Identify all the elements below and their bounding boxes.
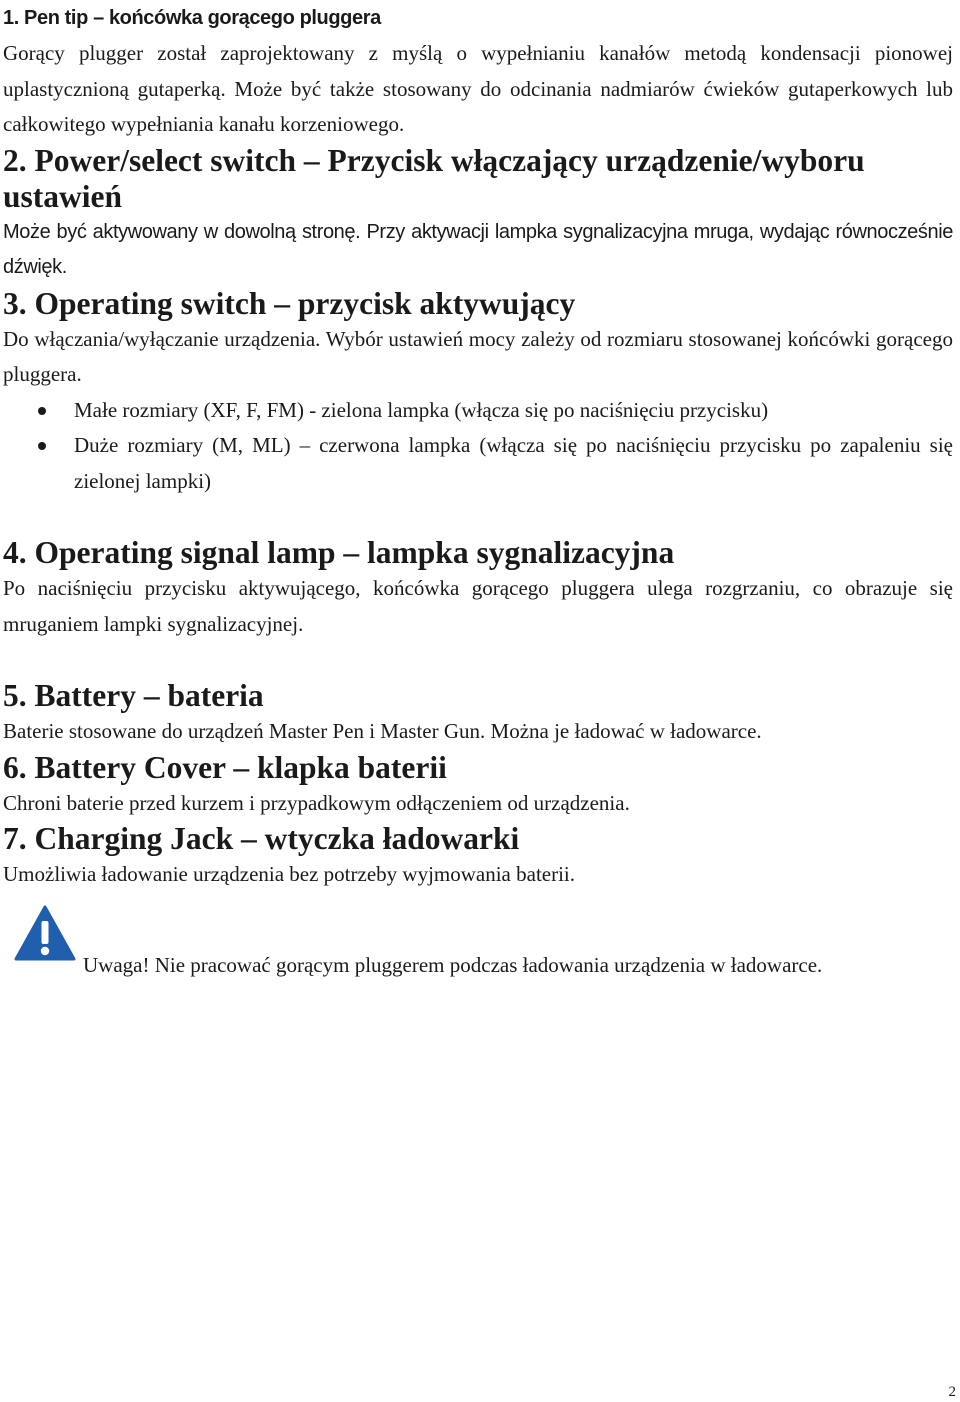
section-title: 5. Battery – bateria xyxy=(3,678,264,713)
section-body: Chroni baterie przed kurzem i przypadkowym odłączeniem od urządzenia. xyxy=(3,790,630,815)
section-body: Po naciśnięciu przycisku aktywującego, końcówka gorącego pluggera ulega rozgrzaniu, co obrazuje się mruganiem lampki sygnalizacyjnej. xyxy=(3,576,953,636)
warning-notice xyxy=(14,905,954,985)
section-title: 6. Battery Cover – klapka baterii xyxy=(3,749,447,785)
section-body: Może być aktywowany w dowolną stronę. Przy aktywacji lampka sygnalizacyjna mruga, wydając równocześnie dźwięk. xyxy=(3,220,953,278)
section-operating-signal-lamp xyxy=(3,535,953,642)
section-charging-jack xyxy=(3,821,953,893)
section-operating-switch xyxy=(3,286,953,500)
warning-triangle-icon xyxy=(14,905,76,961)
section-body: Baterie stosowane do urządzeń Master Pen i Master Gun. Można je ładować w ładowarce. xyxy=(3,719,762,743)
spacer xyxy=(3,642,953,678)
bullet-list xyxy=(3,393,953,500)
section-title: 4. Operating signal lamp – lampka sygnalizacyjna xyxy=(3,535,675,570)
section-battery-cover xyxy=(3,750,953,822)
section-body: Umożliwia ładowanie urządzenia bez potrzeby wyjmowania baterii. xyxy=(3,862,576,886)
warning-text: Uwaga! Nie pracować gorącym pluggerem podczas ładowania urządzenia w ładowarce. xyxy=(83,953,823,977)
section-body: Gorący plugger został zaprojektowany z myślą o wypełnianiu kanałów metodą kondensacji pionowej uplastycznioną gutaperką. Może być także stosowany do odcinania nadmiarów ćwieków gutaperkowych lub całkowitego wypełniania kanału korzeniowego. xyxy=(3,41,953,136)
section-power-select-switch xyxy=(3,143,953,286)
page-number: 2 xyxy=(948,1384,956,1400)
list-item-text: Duże rozmiary (M, ML) – czerwona lampka (włącza się po naciśnięciu przycisku po zapaleniu się zielonej lampki) xyxy=(74,433,953,493)
section-title: 3. Operating switch – przycisk aktywujący xyxy=(3,285,576,321)
section-battery xyxy=(3,678,953,750)
section-body: Do włączania/wyłączanie urządzenia. Wybór ustawień mocy zależy od rozmiaru stosowanej końcówki gorącego pluggera. xyxy=(3,326,953,386)
bullet-icon xyxy=(38,407,46,415)
list-item xyxy=(3,393,953,429)
bullet-icon xyxy=(38,442,46,450)
section-title: 7. Charging Jack – wtyczka ładowarki xyxy=(3,821,520,856)
document-page xyxy=(3,0,953,893)
section-title: 1. Pen tip – końcówka gorącego pluggera xyxy=(3,7,381,29)
section-pen-tip xyxy=(3,0,953,143)
list-item-text: Małe rozmiary (XF, F, FM) - zielona lampka (włącza się po naciśnięciu przycisku) xyxy=(74,397,769,422)
spacer xyxy=(3,499,953,535)
section-title: 2. Power/select switch – Przycisk włączający urządzenie/wyboru ustawień xyxy=(3,142,865,214)
list-item xyxy=(3,428,953,499)
